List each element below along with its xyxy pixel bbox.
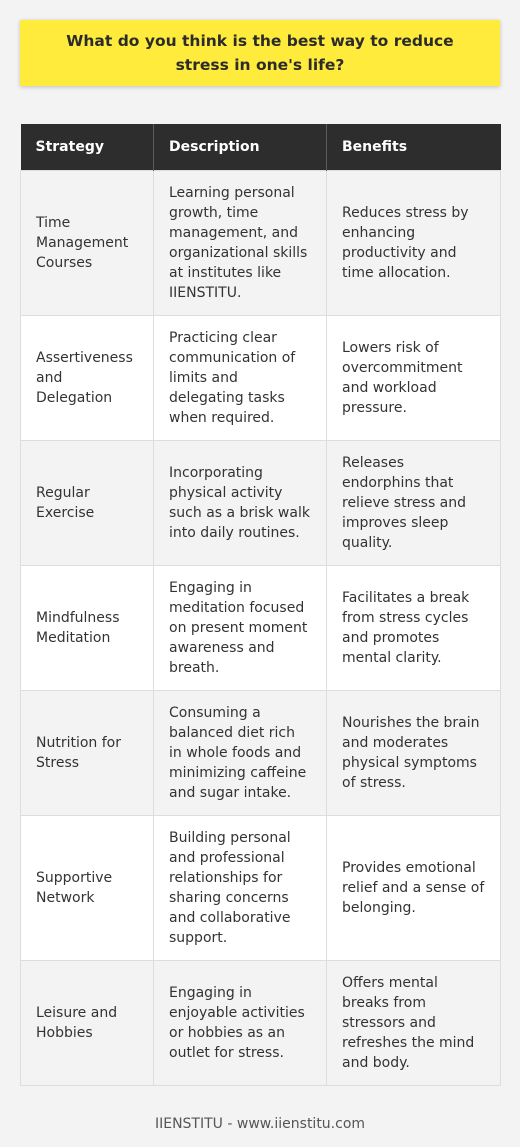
table-header-row [21,124,501,170]
strategy-cell: Assertiveness and Delegation [21,315,154,440]
header-description: Description [154,124,327,170]
strategy-cell: Mindfulness Meditation [21,565,154,690]
description-cell: Incorporating physical activity such as a brisk walk into daily routines. [154,440,327,565]
benefits-cell: Nourishes the brain and moderates physical symptoms of stress. [327,690,501,815]
benefits-cell: Provides emotional relief and a sense of belonging. [327,815,501,960]
benefits-cell: Releases endorphins that relieve stress and improves sleep quality. [327,440,501,565]
table-row [21,170,501,315]
description-cell: Learning personal growth, time management, and organizational skills at institutes like IIENSTITU. [154,170,327,315]
table-row [21,690,501,815]
strategy-cell: Time Management Courses [21,170,154,315]
table-row [21,815,501,960]
header-strategy: Strategy [21,124,154,170]
table-row [21,565,501,690]
benefits-cell: Lowers risk of overcommitment and workload pressure. [327,315,501,440]
strategy-cell: Nutrition for Stress [21,690,154,815]
benefits-cell: Reduces stress by enhancing productivity and time allocation. [327,170,501,315]
description-cell: Engaging in enjoyable activities or hobbies as an outlet for stress. [154,960,327,1085]
benefits-cell: Offers mental breaks from stressors and refreshes the mind and body. [327,960,501,1085]
strategy-cell: Supportive Network [21,815,154,960]
strategy-cell: Leisure and Hobbies [21,960,154,1085]
description-cell: Building personal and professional relationships for sharing concerns and collaborative support. [154,815,327,960]
table-row [21,960,501,1085]
question-text: What do you think is the best way to reduce stress in one's life? [66,32,454,74]
question-banner [20,20,500,86]
header-benefits: Benefits [327,124,501,170]
description-cell: Practicing clear communication of limits and delegating tasks when required. [154,315,327,440]
benefits-cell: Facilitates a break from stress cycles and promotes mental clarity. [327,565,501,690]
strategy-table [20,124,501,1086]
table-row [21,315,501,440]
footer-credit: IIENSTITU - www.iienstitu.com [154,1116,366,1132]
description-cell: Engaging in meditation focused on present moment awareness and breath. [154,565,327,690]
table-row [21,440,501,565]
description-cell: Consuming a balanced diet rich in whole foods and minimizing caffeine and sugar intake. [154,690,327,815]
strategy-cell: Regular Exercise [21,440,154,565]
